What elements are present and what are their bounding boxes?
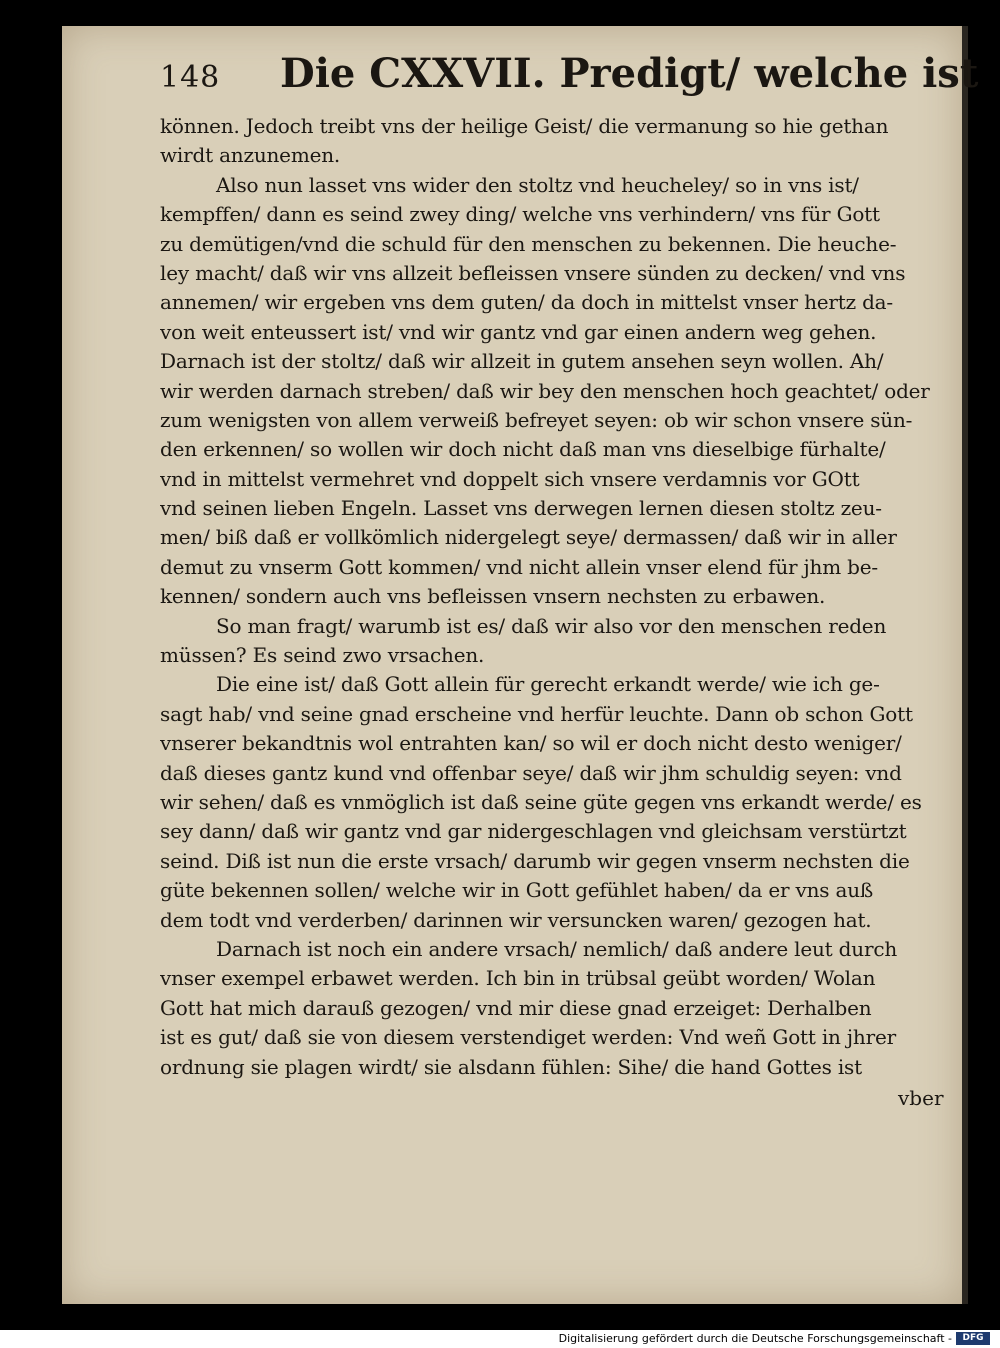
text-line: zum wenigsten von allem verweiß befreyet seyen: ob wir schon vnsere sün- [160, 407, 913, 432]
text-line: wir werden darnach streben/ daß wir bey den menschen hoch geachtet/ oder [160, 378, 930, 403]
running-head: Die CXXVII. Predigt/ welche ist [280, 50, 979, 97]
page-number: 148 [160, 60, 221, 95]
footer-credit: Digitalisierung gefördert durch die Deutsche Forschungsgemeinschaft - [558, 1332, 952, 1345]
text-line: vnser exempel erbawet werden. Ich bin in trübsal geübt worden/ Wolan [160, 966, 876, 991]
footer-bar [0, 1330, 1000, 1348]
text-line: Die eine ist/ daß Gott allein für gerecht erkandt werde/ wie ich ge- [216, 672, 880, 697]
text-line: kempffen/ dann es seind zwey ding/ welche vns verhindern/ vns für Gott [160, 202, 880, 227]
text-line: ordnung sie plagen wirdt/ sie alsdann fühlen: Sihe/ die hand Gottes ist [160, 1054, 862, 1079]
text-line: men/ biß daß er vollkömlich nidergelegt seye/ dermassen/ daß wir in aller [160, 525, 897, 550]
text-line: wir sehen/ daß es vnmöglich ist daß seine güte gegen vns erkandt werde/ es [160, 789, 922, 814]
text-line: dem todt vnd verderben/ darinnen wir versuncken waren/ gezogen hat. [160, 907, 872, 932]
text-line: wirdt anzunemen. [160, 143, 341, 168]
text-line: Also nun lasset vns wider den stoltz vnd heucheley/ so in vns ist/ [216, 172, 859, 197]
text-line: vnd seinen lieben Engeln. Lasset vns derwegen lernen diesen stoltz zeu- [160, 496, 882, 521]
page-header [160, 44, 979, 104]
text-line: Darnach ist noch ein andere vrsach/ nemlich/ daß andere leut durch [216, 936, 897, 961]
text-line: So man fragt/ warumb ist es/ daß wir also vor den menschen reden [216, 613, 887, 638]
page-edge [962, 26, 968, 1304]
text-line: von weit enteussert ist/ vnd wir gantz vnd gar einen andern weg gehen. [160, 319, 877, 344]
text-line: kennen/ sondern auch vns befleissen vnsern nechsten zu erbawen. [160, 584, 826, 609]
text-line: Gott hat mich darauß gezogen/ vnd mir diese gnad erzeiget: Derhalben [160, 995, 872, 1020]
text-line: seind. Diß ist nun die erste vrsach/ darumb wir gegen vnserm nechsten die [160, 848, 910, 873]
text-line: güte bekennen sollen/ welche wir in Gott gefühlet haben/ da er vns auß [160, 878, 874, 903]
text-line: können. Jedoch treibt vns der heilige Geist/ die vermanung so hie gethan [160, 114, 889, 138]
text-line: vnd in mittelst vermehret vnd doppelt sich vnsere verdamnis vor GOtt [160, 466, 860, 491]
text-line: vnserer bekandtnis wol entrahten kan/ so wil er doch nicht desto weniger/ [160, 731, 902, 756]
text-line: müssen? Es seind zwo vrsachen. [160, 643, 485, 668]
catchword: vber [898, 1086, 944, 1110]
text-line: den erkennen/ so wollen wir doch nicht daß man vns dieselbige fürhalte/ [160, 437, 886, 462]
text-line: ist es gut/ daß sie von diesem verstendiget werden: Vnd weñ Gott in jhrer [160, 1025, 896, 1050]
body-text [160, 112, 945, 1082]
text-line: daß dieses gantz kund vnd offenbar seye/ daß wir jhm schuldig seyen: vnd [160, 760, 902, 785]
text-line: sagt hab/ vnd seine gnad erscheine vnd herfür leuchte. Dann ob schon Gott [160, 701, 913, 726]
text-line: ley macht/ daß wir vns allzeit befleissen vnsere sünden zu decken/ vnd vns [160, 260, 906, 285]
text-line: zu demütigen/vnd die schuld für den menschen zu bekennen. Die heuche- [160, 231, 897, 256]
text-line: Darnach ist der stoltz/ daß wir allzeit in gutem ansehen seyn wollen. Ah/ [160, 349, 884, 374]
text-line: sey dann/ daß wir gantz vnd gar nidergeschlagen vnd gleichsam verstürtzt [160, 819, 907, 844]
text-line: annemen/ wir ergeben vns dem guten/ da doch in mittelst vnser hertz da- [160, 290, 893, 315]
dfg-logo: DFG [956, 1332, 990, 1345]
text-line: demut zu vnserm Gott kommen/ vnd nicht allein vnser elend für jhm be- [160, 554, 878, 579]
